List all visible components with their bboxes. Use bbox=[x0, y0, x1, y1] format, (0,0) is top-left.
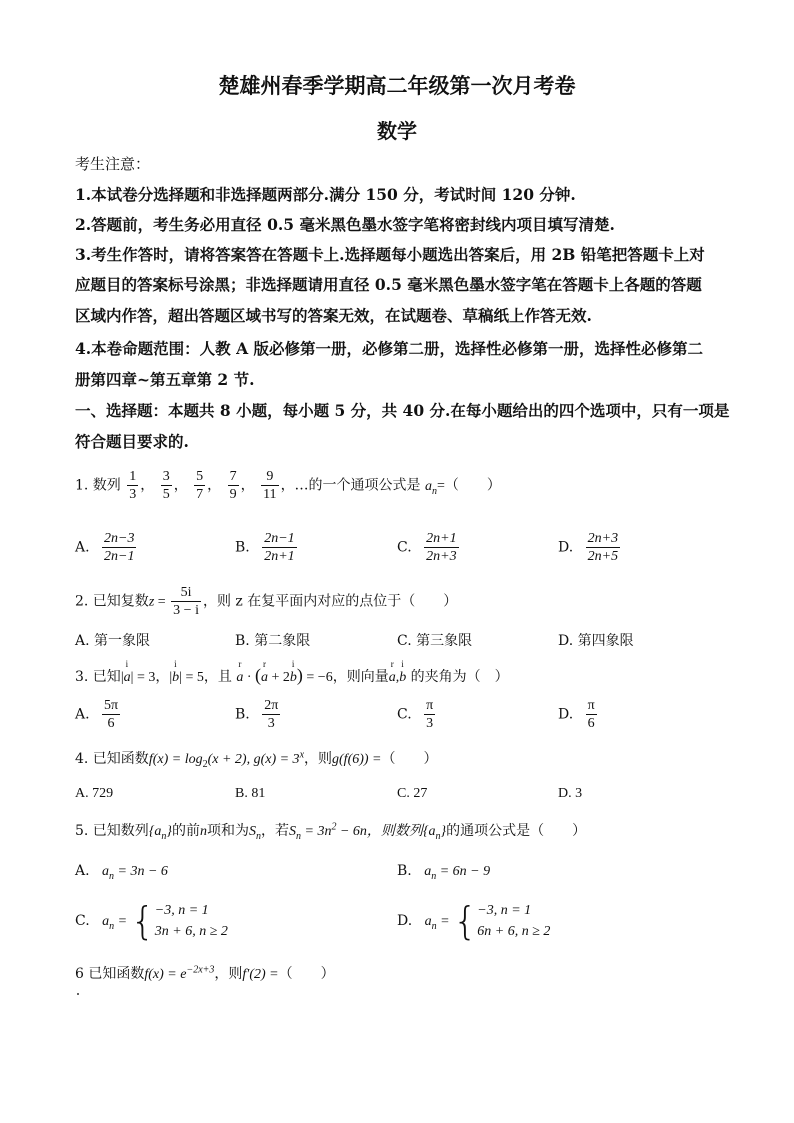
q1-term-4: $\frac{7}{9}$ bbox=[229, 469, 237, 502]
q2-option-d[interactable]: D. 第四象限 bbox=[558, 633, 634, 649]
q4-option-b[interactable]: B. 81 bbox=[235, 786, 266, 801]
q5-option-a[interactable]: A. $a_n = 3n - 6$ bbox=[75, 863, 168, 882]
q3-option-b[interactable]: B. $\frac{2\pi}{3}$ bbox=[235, 698, 279, 731]
q4-option-d[interactable]: D. 3 bbox=[558, 786, 583, 801]
notice-heading: 考生注意： bbox=[75, 155, 151, 173]
q2-option-a[interactable]: A. 第一象限 bbox=[75, 633, 151, 649]
q1-option-d[interactable]: D. $\frac{2n+3}{2n+5}$ bbox=[558, 531, 619, 564]
question-3: 3. 已知|i a| = 3，|i b| = 5，且 r a · (r a + 2i b) = −6，则向量r a,i b 的夹角为（ ） bbox=[75, 665, 509, 686]
exam-title: 楚雄州春季学期高二年级第一次月考卷 bbox=[218, 73, 576, 98]
notice-item-2: 2.答题前，考生务必用直径 0.5 毫米黑色墨水签字笔将密封线内项目填写清楚. bbox=[75, 215, 615, 234]
question-4: 4. 已知函数$f(x) = \log_2(x + 2)$, $g(x) = 3^x$，则g(f(6)) =（ ） bbox=[75, 749, 438, 770]
q4-option-a[interactable]: A. 729 bbox=[75, 786, 114, 801]
notice-item-3-line-3: 区域内作答，超出答题区域书写的答案无效，在试题卷、草稿纸上作答无效. bbox=[75, 306, 592, 325]
q1-term-1: $\frac{1}{3}$ bbox=[129, 469, 137, 502]
q1-suffix: ，…的一个通项公式是 bbox=[280, 477, 421, 494]
q1-term-2: $\frac{3}{5}$ bbox=[162, 469, 170, 502]
q2-option-c[interactable]: C. 第三象限 bbox=[397, 633, 473, 649]
notice-item-3-line-1: 3.考生作答时，请将答案答在答题卡上.选择题每小题选出答案后，用 2B 铅笔把答题卡上对 bbox=[75, 245, 705, 264]
q1-option-b[interactable]: B. $\frac{2n-1}{2n+1}$ bbox=[235, 531, 295, 564]
subject-title: 数学 bbox=[377, 119, 417, 143]
q5-option-c[interactable]: C. $a_n$ = { −3, n = 1 3n + 6, n ≥ 2 bbox=[75, 899, 228, 943]
notice-item-3-line-2: 应题目的答案标号涂黑；非选择题请用直径 0.5 毫米黑色墨水签字笔在答题卡上各题的答题 bbox=[75, 275, 702, 294]
q1-prefix: 1. 数列 bbox=[75, 477, 121, 494]
question-6: 6 已知函数$f(x) = e^{-2x+3}$，则f′(2) =（ ） bbox=[75, 964, 335, 982]
q1-term-5: $\frac{9}{11}$ bbox=[263, 469, 277, 502]
q5-option-d[interactable]: D. $a_n$ = { −3, n = 1 6n + 6, n ≥ 2 bbox=[397, 899, 551, 943]
q3-option-a[interactable]: A. $\frac{5\pi}{6}$ bbox=[75, 698, 119, 731]
stray-dot bbox=[77, 993, 79, 995]
question-2: 2. 已知复数z = $\frac{5i}{3 - i}$ ，则 z 在复平面内对应的点位于（ ） bbox=[75, 585, 458, 618]
q1-option-a[interactable]: A. $\frac{2n-3}{2n-1}$ bbox=[75, 531, 135, 564]
q4-option-c[interactable]: C. 27 bbox=[397, 786, 428, 801]
question-1: 1. 数列 $\frac{1}{3}$ ， $\frac{3}{5}$ ， $\frac{5}{7}$ ， $\frac{7}{9}$ ， $\frac{9}{11}$ ，…的一个通项公式是 $a_n=$（ ） bbox=[75, 469, 501, 502]
section-1-instructions-line-1: 一、选择题：本题共 8 小题，每小题 5 分，共 40 分.在每小题给出的四个选项中，只有一项是 bbox=[75, 401, 730, 420]
q3-option-c[interactable]: C. $\frac{\pi}{3}$ bbox=[397, 698, 434, 731]
q5-option-b[interactable]: B. $a_n = 6n - 9$ bbox=[397, 863, 491, 882]
q1-term-3: $\frac{5}{7}$ bbox=[196, 469, 204, 502]
question-5: 5. 已知数列$\{a_n\}$的前n项和为$S_n$，若$S_n = 3n^2 - 6n$，则数列$\{a_n\}$的通项公式是（ ） bbox=[75, 821, 587, 842]
notice-item-1: 1.本试卷分选择题和非选择题两部分.满分 150 分，考试时间 120 分钟. bbox=[75, 185, 576, 204]
q3-option-d[interactable]: D. $\frac{\pi}{6}$ bbox=[558, 698, 595, 731]
notice-item-4-line-1: 4.本卷命题范围：人教 A 版必修第一册，必修第二册，选择性必修第一册，选择性必修第二 bbox=[75, 339, 704, 358]
notice-item-4-line-2: 册第四章~第五章第 2 节. bbox=[75, 370, 255, 389]
q1-option-c[interactable]: C. $\frac{2n+1}{2n+3}$ bbox=[397, 531, 457, 564]
q2-option-b[interactable]: B. 第二象限 bbox=[235, 633, 311, 649]
q1-answer-paren: （ ） bbox=[444, 477, 501, 494]
section-1-instructions-line-2: 符合题目要求的. bbox=[75, 432, 189, 451]
q1-an: $a_n$ bbox=[425, 478, 438, 497]
